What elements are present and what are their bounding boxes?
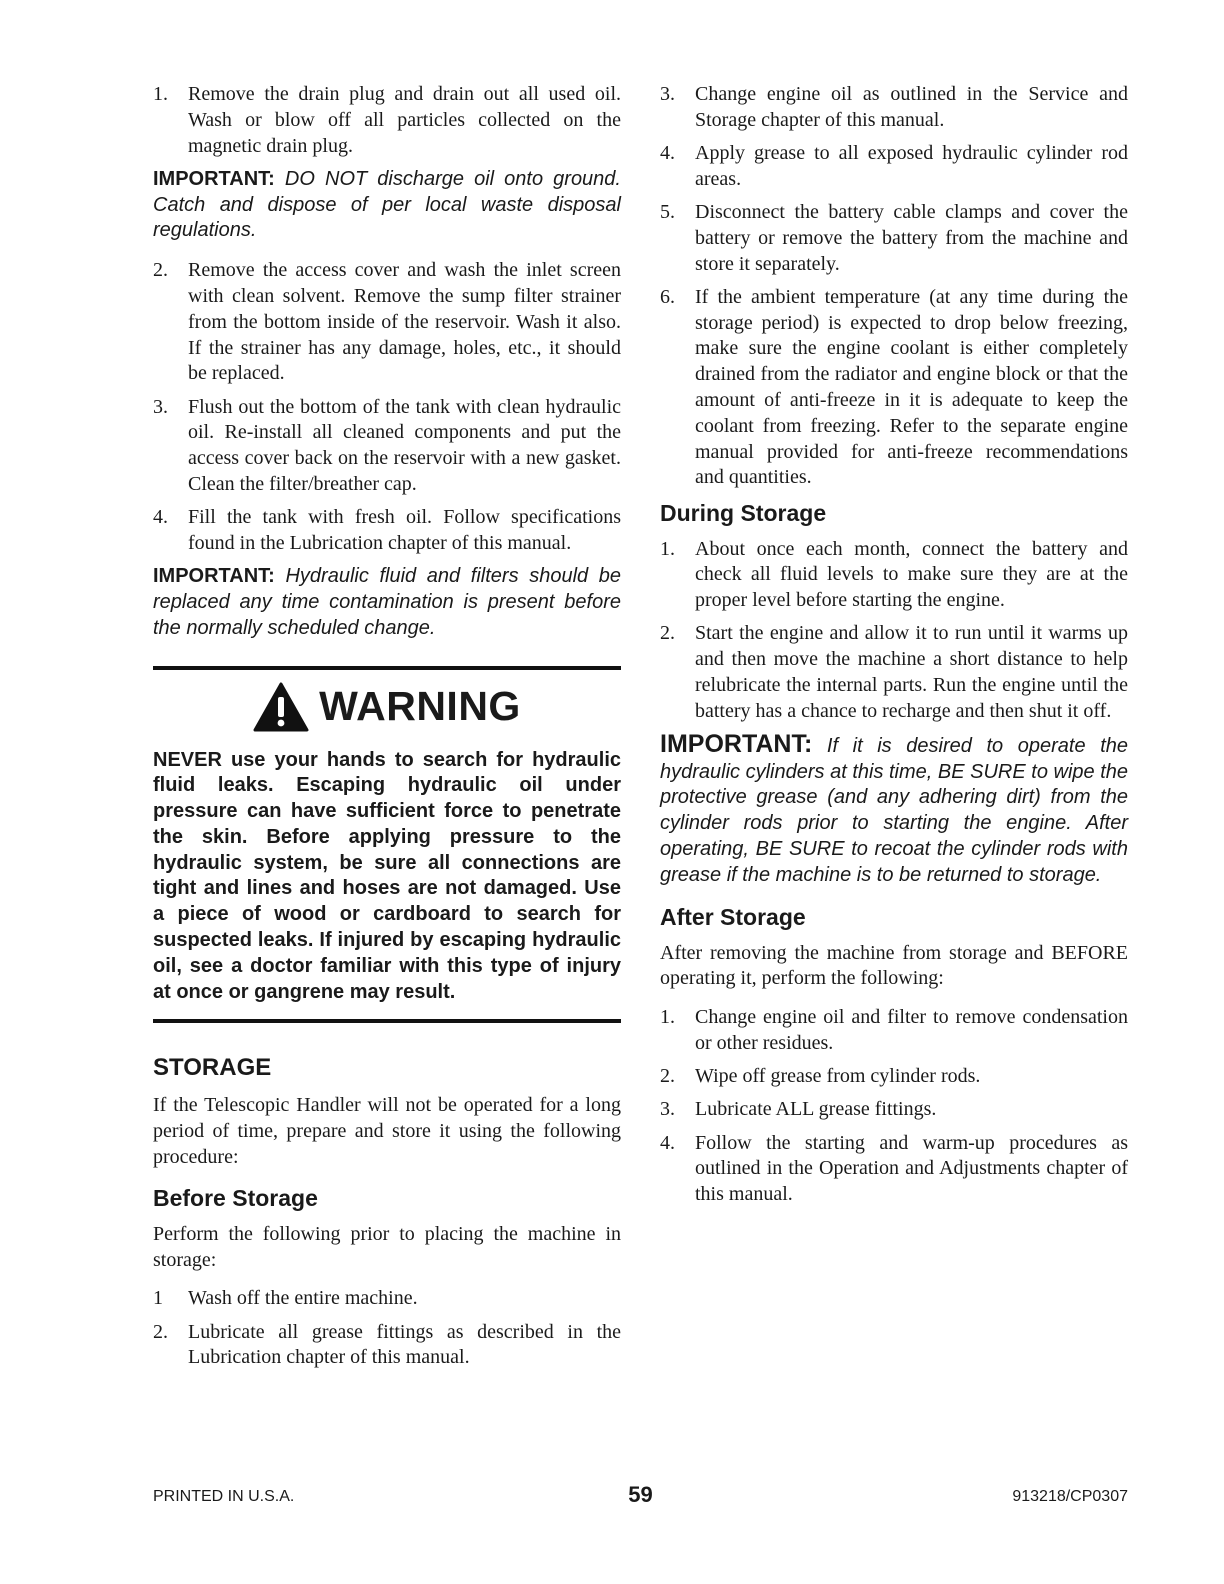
list-item-number: 3. — [153, 395, 168, 418]
list-item — [660, 1005, 1128, 1057]
list-item — [153, 505, 621, 557]
important-label: IMPORTANT: — [153, 565, 275, 588]
important-text: Hydraulic fluid and filters should be replaced any time contamination is present before the normally scheduled change. — [153, 565, 622, 639]
list-item-number: 5. — [660, 200, 675, 223]
list-item-text: Follow the starting and warm-up procedures as outlined in the Operation and Adjustments chapter of this manual. — [695, 1131, 1128, 1206]
list-item-number: 3. — [660, 1098, 675, 1121]
list-item-text: Flush out the bottom of the tank with clean hydraulic oil. Re-install all cleaned components and put the access cover back on the reservoir with a new gasket. Clean the filter/breather cap. — [188, 395, 621, 495]
warning-title: WARNING — [319, 683, 521, 729]
before-storage-list-continued — [660, 82, 1128, 491]
warning-header — [153, 676, 621, 738]
list-item — [153, 82, 621, 159]
list-item-text: Remove the access cover and wash the inlet screen with clean solvent. Remove the sump filter strainer from the bottom inside of the reservoir. Wash it also. If the strainer has any damage, holes, etc., it should be replaced. — [188, 259, 621, 385]
before-storage-list — [153, 1286, 621, 1371]
after-storage-heading: After Storage — [660, 903, 806, 930]
before-storage-heading: Before Storage — [153, 1184, 318, 1211]
list-item-text: Lubricate all grease fittings as described in the Lubrication chapter of this manual. — [188, 1320, 621, 1369]
list-item-number: 1. — [660, 1006, 675, 1029]
list-item — [660, 621, 1128, 724]
list-item-text: Apply grease to all exposed hydraulic cylinder rod areas. — [695, 141, 1128, 190]
important-text: If it is desired to operate the hydraulic cylinders at this time, BE SURE to wipe the protective grease (and any adhering dirt) from the cylinder rods prior to starting the engine. After operating, BE SURE to recoat the cylinder rods with grease if the machine is to be returned to storage. — [660, 734, 1128, 886]
list-item — [153, 395, 621, 498]
list-item-text: Change engine oil and filter to remove condensation or other residues. — [695, 1006, 1128, 1055]
list-item-number: 4. — [660, 141, 675, 164]
list-item — [660, 1064, 1128, 1090]
list-item-text: Fill the tank with fresh oil. Follow specifications found in the Lubrication chapter of this manual. — [188, 506, 621, 554]
list-item-text: Wipe off grease from cylinder rods. — [695, 1065, 981, 1088]
list-item-text: Change engine oil as outlined in the Service and Storage chapter of this manual. — [695, 83, 1128, 131]
footer-part-number: 913218/CP0307 — [1012, 1488, 1128, 1505]
list-item-number: 2. — [153, 1320, 168, 1343]
list-item — [660, 285, 1128, 491]
important-label: IMPORTANT: — [153, 167, 275, 190]
after-storage-intro: After removing the machine from storage and BEFORE operating it, perform the following: — [660, 941, 1128, 990]
during-storage-list — [660, 537, 1128, 725]
page-number: 59 — [628, 1482, 653, 1507]
warning-triangle-icon — [253, 682, 309, 732]
list-item-text: Start the engine and allow it to run until it warms up and then move the machine a short distance to help relubricate the internal parts. Run the engine until the battery has a chance to recharge and then shut it off. — [695, 622, 1128, 722]
service-list — [153, 258, 621, 557]
list-item-text: Wash off the entire machine. — [188, 1287, 418, 1310]
list-item — [153, 258, 621, 387]
list-item-text: Remove the drain plug and drain out all used oil. Wash or blow off all particles collected on the magnetic drain plug. — [188, 83, 621, 157]
list-item-text: Lubricate ALL grease fittings. — [695, 1098, 937, 1121]
right-column — [660, 82, 1128, 1215]
important-label: IMPORTANT: — [660, 729, 813, 758]
important-note-discharge — [153, 167, 621, 244]
page-footer — [153, 1480, 1128, 1512]
important-note-contamination — [153, 564, 621, 641]
list-item — [660, 1097, 1128, 1123]
warning-box — [153, 666, 621, 1024]
important-text: DO NOT discharge oil onto ground. Catch and dispose of per local waste disposal regulations. — [153, 167, 621, 242]
list-item-text: Disconnect the battery cable clamps and cover the battery or remove the battery from the machine and store it separately. — [695, 200, 1128, 275]
list-item — [153, 1286, 621, 1312]
list-item-number: 1. — [153, 83, 168, 105]
list-item — [660, 200, 1128, 277]
list-item-number: 2. — [660, 1065, 675, 1088]
list-item — [153, 1320, 621, 1372]
list-item-number: 6. — [660, 285, 675, 308]
important-note-cylinders — [660, 729, 1128, 889]
list-item — [660, 82, 1128, 134]
list-item-number: 1. — [660, 537, 675, 560]
left-column — [153, 82, 621, 1379]
list-item-number: 2. — [660, 622, 675, 645]
list-item-number: 3. — [660, 83, 675, 105]
storage-intro: If the Telescopic Handler will not be operated for a long period of time, prepare and store it using the following procedure: — [153, 1094, 621, 1169]
list-item-text: About once each month, connect the battery and check all fluid levels to make sure they are at the proper level before starting the engine. — [695, 537, 1128, 612]
list-item-number: 4. — [660, 1131, 675, 1154]
drain-list — [153, 82, 621, 159]
during-storage-heading: During Storage — [660, 499, 827, 526]
list-item-number: 1 — [153, 1287, 163, 1310]
list-item — [660, 1131, 1128, 1208]
list-item-number: 4. — [153, 506, 168, 529]
warning-text: NEVER use your hands to search for hydraulic fluid leaks. Escaping hydraulic oil under pressure can have sufficient force to penetrate the skin. Before applying pressure to the hydraulic system, be sure all connections are tight and lines and hoses are not damaged. Use a piece of wood or cardboard to search for suspected leaks. If injured by escaping hydraulic oil, see a doctor familiar with this type of injury at once or gangrene may result. — [153, 748, 621, 1003]
list-item — [660, 537, 1128, 614]
list-item-number: 2. — [153, 259, 168, 282]
footer-printed: PRINTED IN U.S.A. — [153, 1488, 295, 1505]
after-storage-list — [660, 1005, 1128, 1208]
list-item — [660, 141, 1128, 193]
storage-heading: STORAGE — [153, 1054, 272, 1082]
list-item-text: If the ambient temperature (at any time during the storage period) is expected to drop below freezing, make sure the engine coolant is either completely drained from the radiator and engine block or that the amount of anti-freeze in it is adequate to keep the coolant from freezing. Refer to the separate engine manual provided for anti-freeze recommendations and quantities. — [695, 285, 1128, 489]
before-storage-intro: Perform the following prior to placing the machine in storage: — [153, 1222, 621, 1271]
